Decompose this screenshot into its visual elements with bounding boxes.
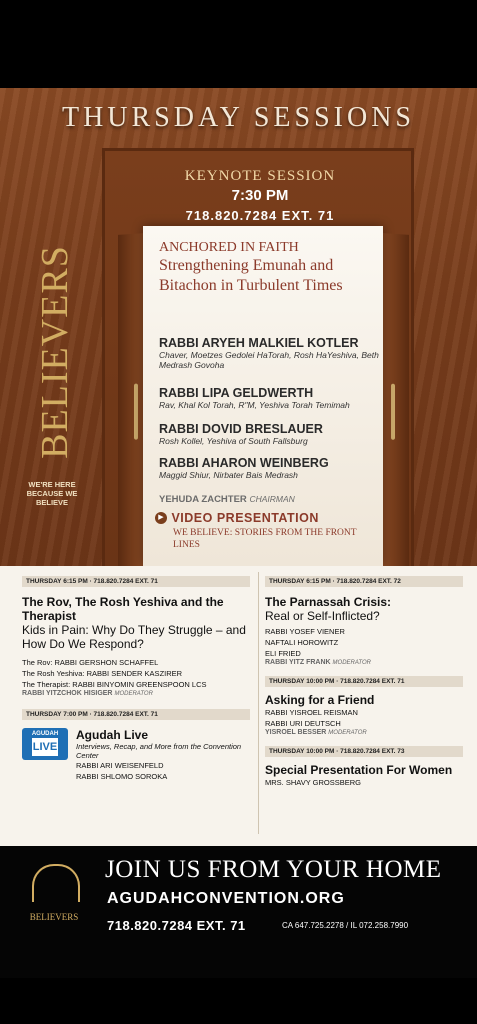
- chairman-label: CHAIRMAN: [249, 494, 295, 504]
- panelist: RABBI ARI WEISENFELD: [76, 761, 164, 770]
- panelist: The Rosh Yeshiva: RABBI SENDER KASZIRER: [22, 669, 183, 678]
- session-meta: THURSDAY 10:00 PM · 718.820.7284 EXT. 71: [265, 676, 463, 687]
- footer-logo-text: BELIEVERS: [29, 912, 79, 922]
- agudah-live-info: [76, 728, 250, 782]
- session-meta: THURSDAY 6:15 PM · 718.820.7284 EXT. 71: [22, 576, 250, 587]
- session-subtitle: Real or Self-Inflicted?: [265, 609, 380, 623]
- panelist: ELI FRIED: [265, 649, 301, 658]
- join-us-text: JOIN US FROM YOUR HOME: [105, 856, 442, 883]
- keynote-header: [110, 168, 410, 223]
- wood-background: [0, 88, 477, 566]
- session-subtitle: Kids in Pain: Why Do They Struggle – and How Do We Respond?: [22, 623, 246, 651]
- website-link[interactable]: AGUDAHCONVENTION.ORG: [107, 890, 345, 907]
- panelist: The Rov: RABBI GERSHON SCHAFFEL: [22, 658, 159, 667]
- speaker-role: Rav, Khal Kol Torah, R"M, Yeshiva Torah Temimah: [159, 400, 350, 410]
- session-title: The Parnassah Crisis:: [265, 595, 392, 609]
- badge-top: AGUDAH: [31, 731, 59, 737]
- play-icon: ▶: [155, 512, 167, 524]
- moderator: [265, 729, 463, 736]
- keynote-title-line1: ANCHORED IN FAITH: [159, 240, 299, 255]
- speaker-role: Chaver, Moetzes Gedolei HaTorah, Rosh HaYeshiva, Beth Medrash Govoha: [159, 350, 379, 370]
- speaker-4: [159, 456, 389, 480]
- keynote-time: 7:30 PM: [231, 187, 289, 204]
- moderator-name: RABBI YITZCHOK HISIGER: [22, 690, 113, 697]
- keynote-phone: 718.820.7284 EXT. 71: [185, 208, 335, 223]
- event-poster: [0, 88, 477, 978]
- keynote-label: KEYNOTE SESSION: [184, 168, 336, 184]
- panelist: RABBI YISROEL REISMAN: [265, 708, 358, 717]
- session-meta: THURSDAY 7:00 PM · 718.820.7284 EXT. 71: [22, 709, 250, 720]
- column-divider: [258, 572, 259, 834]
- speaker-2: [159, 386, 389, 410]
- speaker-3: [159, 422, 389, 446]
- door-left: [118, 233, 144, 575]
- session-title: Special Presentation For Women: [265, 763, 453, 777]
- arch-icon: [32, 864, 80, 902]
- video-title: VIDEO PRESENTATION: [171, 510, 319, 525]
- video-presentation: [155, 509, 385, 551]
- speaker-name: RABBI ARYEH MALKIEL KOTLER: [159, 336, 359, 350]
- moderator-label: MODERATOR: [332, 660, 371, 666]
- moderator-label: MODERATOR: [328, 730, 367, 736]
- footer-banner: [0, 846, 477, 978]
- speaker-name: RABBI LIPA GELDWERTH: [159, 386, 314, 400]
- session-title: Asking for a Friend: [265, 693, 375, 707]
- sessions-right-column: [265, 576, 463, 788]
- session-title: The Rov, The Rosh Yeshiva and the Therapist: [22, 595, 224, 623]
- moderator-name: RABBI YITZ FRANK: [265, 659, 331, 666]
- believers-vertical-text: BELIEVERS: [34, 245, 76, 459]
- panelist: RABBI URI DEUTSCH: [265, 719, 341, 728]
- session-description: Interviews, Recap, and More from the Convention Center: [76, 742, 242, 760]
- intl-phone-numbers: CA 647.725.2278 / IL 072.258.7990: [282, 921, 409, 930]
- door-handle-left: [134, 384, 138, 440]
- panelist: RABBI YOSEF VIENER: [265, 627, 345, 636]
- keynote-title-line2: Strengthening Emunah and Bitachon in Turbulent Times: [159, 257, 343, 294]
- panelist: RABBI SHLOMO SOROKA: [76, 772, 168, 781]
- agudah-live-block: [22, 728, 250, 792]
- speaker-name: RABBI AHARON WEINBERG: [159, 456, 329, 470]
- poster-title: THURSDAY SESSIONS: [61, 102, 415, 133]
- speaker-name: RABBI DOVID BRESLAUER: [159, 422, 323, 436]
- sessions-left-column: [22, 576, 250, 792]
- chairman-name: YEHUDA ZACHTER: [159, 494, 247, 505]
- chairman: [159, 494, 295, 505]
- moderator-label: MODERATOR: [114, 691, 153, 697]
- moderator: [265, 659, 463, 666]
- session-title: Agudah Live: [76, 728, 149, 742]
- session-meta: THURSDAY 6:15 PM · 718.820.7284 EXT. 72: [265, 576, 463, 587]
- speaker-role: Maggid Shiur, Nirbater Bais Medrash: [159, 470, 298, 480]
- tagline: WE'RE HERE BECAUSE WE BELIEVE: [26, 480, 78, 507]
- phone-number: 718.820.7284 EXT. 71: [107, 918, 246, 933]
- session-meta: THURSDAY 10:00 PM · 718.820.7284 EXT. 73: [265, 746, 463, 757]
- footer-logo: [22, 856, 86, 968]
- believers-logo: [24, 200, 84, 500]
- sessions-section: [0, 566, 477, 846]
- moderator-name: YISROEL BESSER: [265, 729, 327, 736]
- panelist: MRS. SHAVY GROSSBERG: [265, 778, 361, 787]
- badge-main: LIVE: [32, 738, 58, 756]
- door-handle-right: [391, 384, 395, 440]
- panelist: The Therapist: RABBI BINYOMIN GREENSPOON LCS: [22, 680, 207, 689]
- speaker-role: Rosh Kollel, Yeshiva of South Fallsburg: [159, 436, 308, 446]
- agudah-live-badge: [22, 728, 68, 760]
- moderator: [22, 690, 250, 697]
- video-subtitle: WE BELIEVE: STORIES FROM THE FRONT LINES: [173, 528, 357, 550]
- speaker-1: [159, 336, 389, 370]
- panelist: NAFTALI HOROWITZ: [265, 638, 339, 647]
